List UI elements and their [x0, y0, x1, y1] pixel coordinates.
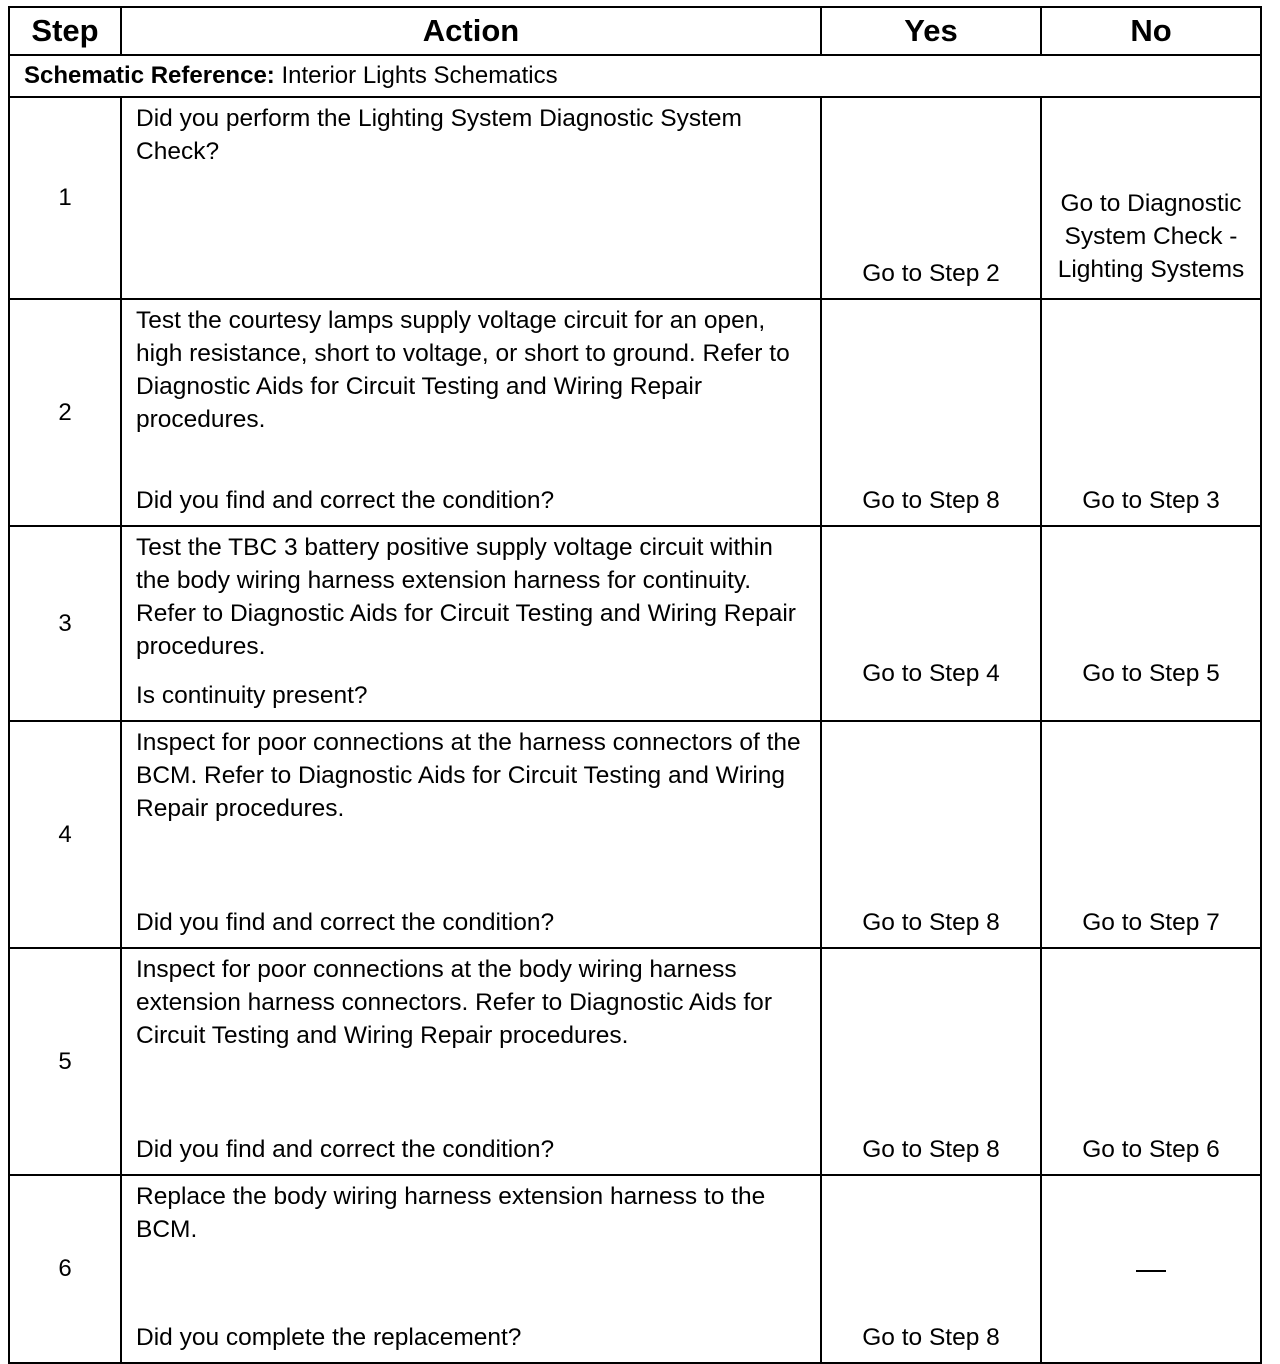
action-cell	[121, 299, 821, 526]
action-cell	[121, 948, 821, 1175]
yes-answer: Go to Step 8	[862, 1324, 1000, 1351]
action-question: Is continuity present?	[136, 682, 368, 709]
schematic-reference-value: Interior Lights Schematics	[281, 62, 558, 89]
table-row	[9, 948, 1261, 1175]
yes-cell	[821, 299, 1041, 526]
header-action: Action	[121, 7, 821, 55]
no-answer: Go to Diagnostic System Check - Lighting Systems	[1057, 190, 1245, 283]
action-text: Test the TBC 3 battery positive supply voltage circuit within the body wiring harness extension harness for continuity. Refer to Diagnostic Aids for Circuit Testing and Wiring Repair procedures.	[136, 534, 796, 660]
no-answer: Go to Step 7	[1082, 909, 1220, 936]
action-text: Did you perform the Lighting System Diagnostic System Check?	[136, 105, 742, 165]
no-cell	[1041, 948, 1261, 1175]
action-text: Inspect for poor connections at the harness connectors of the BCM. Refer to Diagnostic Aids for Circuit Testing and Wiring Repair procedures.	[136, 729, 801, 822]
step-number: 5	[9, 948, 121, 1175]
action-cell	[121, 721, 821, 948]
step-number: 3	[9, 526, 121, 721]
diagnostic-table	[8, 6, 1262, 1364]
yes-cell	[821, 948, 1041, 1175]
yes-cell	[821, 1175, 1041, 1363]
action-text: Test the courtesy lamps supply voltage circuit for an open, high resistance, short to voltage, or short to ground. Refer to Diagnostic Aids for Circuit Testing and Wiring Repair procedures.	[136, 307, 790, 433]
action-cell	[121, 526, 821, 721]
step-number: 6	[9, 1175, 121, 1363]
yes-answer: Go to Step 8	[862, 1136, 1000, 1163]
header-step: Step	[9, 7, 121, 55]
table-row	[9, 721, 1261, 948]
no-cell	[1041, 97, 1261, 299]
step-number: 2	[9, 299, 121, 526]
no-cell	[1041, 721, 1261, 948]
no-answer: Go to Step 3	[1082, 487, 1220, 514]
table-row	[9, 1175, 1261, 1363]
header-yes: Yes	[821, 7, 1041, 55]
step-number: 4	[9, 721, 121, 948]
yes-answer: Go to Step 8	[862, 487, 1000, 514]
yes-answer: Go to Step 2	[862, 260, 1000, 287]
schematic-reference	[9, 55, 1261, 97]
step-number: 1	[9, 97, 121, 299]
table-row	[9, 97, 1261, 299]
no-cell	[1041, 1175, 1261, 1363]
action-question: Did you find and correct the condition?	[136, 1136, 555, 1163]
no-answer: Go to Step 6	[1082, 1136, 1220, 1163]
schematic-reference-label: Schematic Reference:	[24, 62, 275, 89]
yes-answer: Go to Step 8	[862, 909, 1000, 936]
no-cell	[1041, 299, 1261, 526]
yes-answer: Go to Step 4	[862, 660, 1000, 687]
yes-cell	[821, 721, 1041, 948]
action-cell	[121, 97, 821, 299]
yes-cell	[821, 526, 1041, 721]
no-cell	[1041, 526, 1261, 721]
action-question: Did you find and correct the condition?	[136, 909, 555, 936]
action-cell	[121, 1175, 821, 1363]
yes-cell	[821, 97, 1041, 299]
action-text: Inspect for poor connections at the body wiring harness extension harness connectors. Refer to Diagnostic Aids for Circuit Testing and Wiring Repair procedures.	[136, 956, 772, 1049]
action-question: Did you find and correct the condition?	[136, 487, 555, 514]
schematic-reference-row	[9, 55, 1261, 97]
action-question: Did you complete the replacement?	[136, 1324, 522, 1351]
action-text: Replace the body wiring harness extension harness to the BCM.	[136, 1183, 766, 1243]
no-answer: Go to Step 5	[1082, 660, 1220, 687]
no-answer-dash: —	[1136, 1252, 1166, 1286]
table-row	[9, 299, 1261, 526]
table-row	[9, 526, 1261, 721]
header-no: No	[1041, 7, 1261, 55]
header-row	[9, 7, 1261, 55]
